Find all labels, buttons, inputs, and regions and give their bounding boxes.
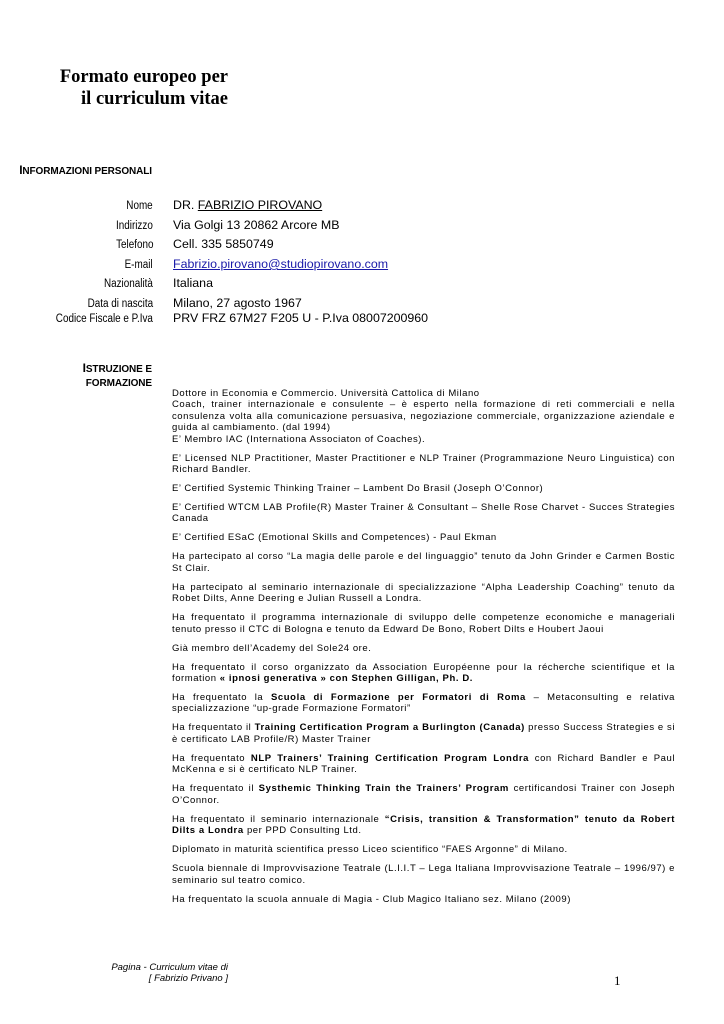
edu-item: [172, 814, 675, 837]
edu-item: Scuola biennale di Improvvisazione Teatrale (L.I.I.T – Lega Italiana Improvvisazione Teatrale – 1996/97) e seminario sul teatro comico.: [172, 863, 675, 886]
edu-item-text: Ha frequentato il corso organizzato da Association Européenne pour la récherche scientifique et la formation: [172, 661, 675, 685]
value-nazionalita: Italiana: [173, 276, 213, 290]
value-telefono: Cell. 335 5850749: [173, 237, 274, 251]
email-link[interactable]: Fabrizio.pirovano@studiopirovano.com: [173, 257, 389, 271]
personal-info-heading: [19, 163, 152, 179]
education-heading-rest: STRUZIONE E: [85, 364, 152, 375]
edu-item: [172, 722, 675, 745]
edu-item: E’ Certified ESaC (Emotional Skills and Competences) - Paul Ekman: [172, 532, 497, 544]
value-codice-fiscale: PRV FRZ 67M27 F205 U - P.Iva 08007200960: [173, 311, 429, 325]
edu-item-text: Ha frequentato la: [172, 692, 271, 704]
edu-item: Diplomato in maturità scientifica presso Liceo scientifico “FAES Argonne” di Milano.: [172, 844, 568, 856]
value-nome: [173, 198, 322, 213]
value-email: [173, 257, 388, 272]
label-nome: Nome: [126, 200, 153, 212]
edu-item-text: Ha frequentato il: [172, 783, 259, 795]
label-codice-fiscale: Codice Fiscale e P.Iva: [55, 313, 153, 325]
education-heading-initial: I: [82, 361, 86, 375]
edu-item: [172, 692, 675, 715]
edu-item: Dottore in Economia e Commercio. Università Cattolica di Milano: [172, 388, 480, 399]
edu-item: E’ Licensed NLP Practitioner, Master Practitioner e NLP Trainer (Programmazione Neuro Linguistica) con Richard Bandler.: [172, 452, 675, 476]
label-telefono: Telefono: [115, 239, 153, 251]
edu-item: E’ Membro IAC (Internationa Associaton of Coaches).: [172, 433, 426, 445]
value-indirizzo: Via Golgi 13 20862 Arcore MB: [173, 218, 340, 232]
edu-item-text: certificandosi Trainer con Joseph O’Connor.: [172, 783, 676, 806]
footer-line-2: [ Fabrizio Privano ]: [148, 973, 228, 984]
education-list: [172, 388, 675, 913]
edu-item: [172, 753, 675, 776]
edu-item-text: per PPD Consulting Ltd.: [243, 825, 362, 837]
edu-item: [172, 662, 675, 685]
personal-heading-rest: NFORMAZIONI PERSONALI: [22, 166, 152, 177]
edu-item-bold: Training Certification Program a Burlington (Canada): [254, 722, 525, 734]
edu-item-text: Ha frequentato il seminario internazionale: [172, 813, 385, 825]
edu-item: Ha frequentato la scuola annuale di Magia - Club Magico Italiano sez. Milano (2009): [172, 893, 571, 905]
edu-item-bold: Scuola di Formazione per Formatori di Roma: [270, 692, 526, 704]
edu-item-text: – Metaconsulting e relativa specializzazione “up-grade Formazione Formatori”: [172, 692, 675, 715]
page-footer: [111, 962, 228, 984]
edu-item-bold: Systhemic Thinking Train the Trainers’ Program: [258, 783, 509, 795]
label-email: E-mail: [124, 259, 153, 271]
value-data-nascita: Milano, 27 agosto 1967: [173, 296, 302, 310]
page-number: 1: [614, 973, 621, 988]
edu-item-text: Ha frequentato: [172, 752, 251, 764]
label-indirizzo: Indirizzo: [116, 220, 153, 232]
edu-item: Ha frequentato il programma internazionale di sviluppo delle competenze economiche e manageriali tenuto presso il CTC di Bologna e tenuto da Edward De Bono, Robert Dilts e Houbert Jaoui: [172, 612, 675, 635]
name-text: FABRIZIO PIROVANO: [197, 198, 323, 212]
cv-title: [60, 66, 228, 110]
name-prefix: DR.: [173, 198, 198, 212]
edu-item-bold: “Crisis, transition & Transformation” tenuto da Robert Dilts a Londra: [172, 813, 675, 837]
label-data-nascita: Data di nascita: [87, 298, 153, 310]
label-nazionalita: Nazionalità: [104, 278, 153, 290]
footer-line-1: Pagina - Curriculum vitae di: [111, 962, 228, 973]
edu-item: Già membro dell’Academy del Sole24 ore.: [172, 642, 372, 654]
edu-item: E’ Certified WTCM LAB Profile(R) Master Trainer & Consultant – Shelle Rose Charvet - Succes Strategies Canada: [172, 502, 675, 525]
education-heading-line-2: FORMAZIONE: [85, 378, 152, 389]
edu-item: Coach, trainer internazionale e consulente – è esperto nella formazione di reti commerciali e nella consulenza volta alla comunicazione persuasiva, negoziazione commerciale, organizzazione aziendale e guida al cambiamento. (dal 1994): [172, 399, 675, 434]
cv-title-line-2: il curriculum vitae: [81, 89, 228, 109]
edu-item: [172, 783, 675, 806]
edu-item: E’ Certified Systemic Thinking Trainer – Lambent Do Brasil (Joseph O’Connor): [172, 483, 544, 495]
edu-item-text: Ha frequentato il: [172, 722, 255, 734]
education-heading: [83, 361, 152, 391]
edu-item-text: presso Success Strategies e si è certificato LAB Profile/R) Master Trainer: [172, 722, 676, 745]
edu-item-bold: NLP Trainers’ Training Certification Program Londra: [250, 752, 530, 764]
cv-title-line-1: Formato europeo per: [59, 67, 228, 87]
edu-item-text: con Richard Bandler e Paul McKenna e si è certificato NLP Trainer.: [172, 752, 675, 776]
edu-item-bold: « ipnosi generativa » con Stephen Gilligan, Ph. D.: [219, 673, 474, 685]
edu-item: Ha partecipato al seminario internazionale di specializzazione “Alpha Leadership Coaching” tenuto da Robet Dilts, Anne Deering e Julian Russell a Londra.: [172, 581, 675, 605]
personal-heading-initial: I: [19, 163, 23, 177]
edu-item: Ha partecipato al corso “La magia delle parole e del linguaggio” tenuto da John Grinder e Carmen Bostic St Clair.: [172, 551, 675, 574]
